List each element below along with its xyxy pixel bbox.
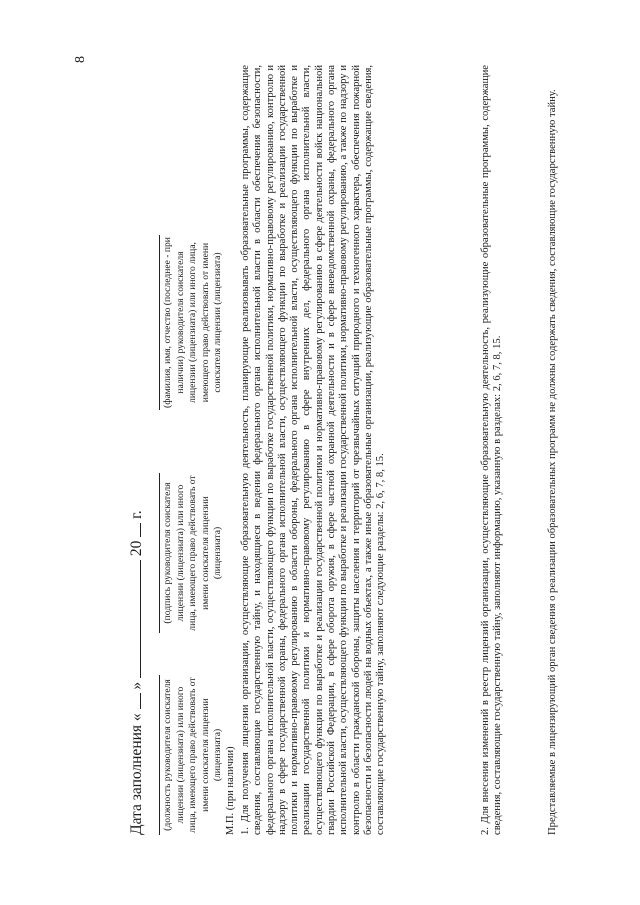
signature-line[interactable] (159, 473, 160, 633)
paragraph-1: 1. Для получения лицензии организации, осуществляющие образовательную деятельность, планирующие реализовывать образовательные программы, содержащие сведения, составляющие государственную тайну, и находящиеся в ведении федерального органа исполнительной власти в области обеспечения безопасности, федерального органа исполнительной власти, осуществляющего функции по выработке государственной политики, нормативно-правовому регулированию, контролю и надзору в сфере государственной охраны, федерального органа исполнительной власти, осуществляющего функции по выработке и реализации государственной политики и нормативно-правовому регулированию в области обороны, федерального органа исполнительной власти, осуществляющего функции по выработке и реализации государственной политики и нормативно-правовому регулированию в сфере внутренних дел, федерального органа исполнительной власти, осуществляющего функции по выработке и реализации государственной политики и нормативно-правовому регулированию в сфере деятельности войск национальной гвардии Российской Федерации, в сфере оборота оружия, в сфере частной охранной деятельности и в сфере вневедомственной охраны, федерального органа исполнительной власти, осуществляющего функции по выработке и реализации государственной политики, нормативно-правовому регулированию, а также по надзору и контролю в области гражданской обороны, защиты населения и территорий от чрезвычайных ситуаций природного и техногенного характера, обеспечения пожарной безопасности и безопасности людей на водных объектах, а также иные образовательные организации, реализующие образовательные программы, содержащие сведения, составляющие государственную тайну, заполняют следующие разделы: 2, 6, 7, 8, 15. (240, 65, 387, 835)
position-caption: (должность руководителя соискателя лицензии (лицензиата) или иного лица, имеющего право действовать от имени соискателя лицензии (лицензиата) (162, 677, 224, 833)
fullname-signature-line[interactable] (159, 235, 160, 410)
position-signature-line[interactable] (159, 675, 160, 835)
month-blank[interactable] (126, 560, 141, 678)
stamp-note: М.П. (при наличии) (225, 746, 236, 835)
page-number: 8 (73, 56, 88, 63)
year-blank[interactable] (126, 523, 141, 537)
paragraph-3: Представляемые в лицензирующий орган сведения о реализации образовательных программ не должны содержать сведения, составляющие государственную тайну. (547, 89, 558, 835)
date-row (126, 510, 146, 835)
date-year-suffix: г. (128, 510, 145, 519)
signature-caption: (подпись руководителя соискателя лицензии (лицензиата) или иного лица, имеющего право действовать от имени соискателя лицензии (лицензиата) (162, 475, 224, 631)
date-label: Дата заполнения « (128, 713, 145, 835)
fullname-caption: (фамилия, имя, отчество (последнее - при наличии) руководителя соискателя лицензии (лицензиата) или иного лица, имеющего право действовать от имени соискателя лицензии (лицензиата) (162, 237, 224, 408)
date-day-close: » (128, 681, 145, 690)
paragraph-2: 2. Для внесения изменений в реестр лицензий организации, осуществляющие образовательную деятельность, реализующие образовательные программы, содержащие сведения, составляющие государственную тайну, заполняют информацию, указанную в разделах: 2, 6, 7, 8, 15. (480, 65, 504, 835)
date-year-prefix: 20 (128, 540, 145, 557)
day-blank[interactable] (126, 693, 141, 709)
